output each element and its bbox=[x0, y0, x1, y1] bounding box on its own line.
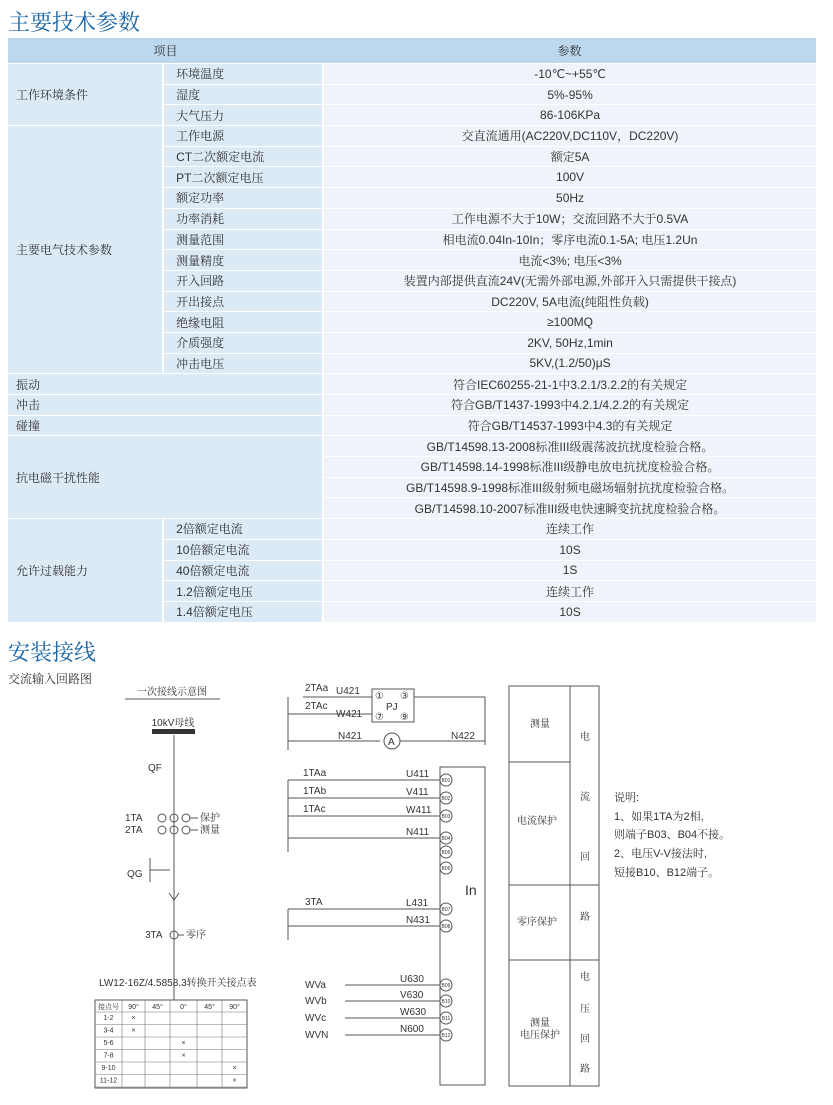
item-value: GB/T14598.9-1998标准III级射频电磁场辐射抗扰度检验合格。 bbox=[323, 477, 816, 498]
switch-table-header: 90° bbox=[128, 1004, 139, 1011]
volt-line-u: U630 bbox=[400, 974, 424, 985]
item-label: 40倍额定电流 bbox=[163, 560, 323, 581]
switch-table-header: 0° bbox=[180, 1004, 187, 1011]
zero-line-l: L431 bbox=[406, 898, 429, 909]
cur-line-n: N411 bbox=[406, 827, 430, 838]
item-value: GB/T14598.10-2007标准III级电快速瞬变抗扰度检验合格。 bbox=[323, 498, 816, 519]
volt-in-n: WVN bbox=[305, 1030, 329, 1041]
item-value: 5%-95% bbox=[323, 84, 816, 105]
ta3-label: 3TA bbox=[145, 930, 163, 941]
group-label: 抗电磁干扰性能 bbox=[8, 436, 323, 519]
item-value: 装置内部提供直流24V(无需外部电源,外部开入只需提供干接点) bbox=[323, 270, 816, 291]
pj-n2: N422 bbox=[451, 731, 475, 742]
item-value: 交直流通用(AC220V,DC110V，DC220V) bbox=[323, 126, 816, 147]
item-value: DC220V, 5A电流(纯阻性负载) bbox=[323, 291, 816, 312]
terminal-label: B06 bbox=[441, 866, 451, 872]
device-in: In bbox=[465, 882, 477, 898]
cur-line-w: W411 bbox=[406, 805, 432, 816]
volt-in-c: WVc bbox=[305, 1013, 327, 1024]
volt-in-a: WVa bbox=[305, 980, 326, 991]
block-current-prot: 电流保护 bbox=[517, 816, 557, 827]
pj-t7: ⑦ bbox=[375, 712, 384, 723]
item-value: 电流<3%; 电压<3% bbox=[323, 250, 816, 271]
item-label: 大气压力 bbox=[163, 105, 323, 126]
volt-line-w: W630 bbox=[400, 1007, 427, 1018]
item-label: 1.4倍额定电压 bbox=[163, 601, 323, 622]
volt-line-n: N600 bbox=[400, 1024, 424, 1035]
item-label: PT二次额定电压 bbox=[163, 167, 323, 188]
item-value: -10℃~+55℃ bbox=[323, 64, 816, 85]
switch-table-cell: 11-12 bbox=[99, 1077, 118, 1085]
pj-label: PJ bbox=[386, 702, 398, 713]
terminal-label: B09 bbox=[441, 983, 451, 989]
section-title-specs: 主要技术参数 bbox=[8, 10, 141, 35]
item-value: ≥100MQ bbox=[323, 312, 816, 333]
terminal-label: B07 bbox=[441, 907, 451, 913]
pj-t3: ③ bbox=[400, 691, 409, 702]
pj-ta-c: 2TAc bbox=[305, 701, 328, 712]
item-value: 符合GB/T14537-1993中4.3的有关规定 bbox=[323, 415, 816, 436]
switch-table-header: 45° bbox=[152, 1004, 163, 1011]
pj-ta-a: 2TAa bbox=[305, 683, 329, 694]
item-value: 连续工作 bbox=[323, 581, 816, 602]
item-value: 2KV, 50Hz,1min bbox=[323, 332, 816, 353]
meas-label: 测量 bbox=[200, 825, 220, 836]
terminal-label: B10 bbox=[441, 999, 451, 1005]
item-label: 湿度 bbox=[163, 84, 323, 105]
switch-table-cell: × bbox=[232, 1065, 237, 1072]
pj-u: U421 bbox=[336, 686, 360, 697]
volt-in-b: WVb bbox=[305, 996, 327, 1007]
cur-ta-b: 1TAb bbox=[303, 786, 327, 797]
item-label: 测量范围 bbox=[163, 229, 323, 250]
item-value: 连续工作 bbox=[323, 519, 816, 540]
item-label: 10倍额定电流 bbox=[163, 539, 323, 560]
item-value: GB/T14598.14-1998标准III级静电放电抗扰度检验合格。 bbox=[323, 457, 816, 478]
item-label: 测量精度 bbox=[163, 250, 323, 271]
item-label: 冲击电压 bbox=[163, 353, 323, 374]
switch-table-cell: 9-10 bbox=[101, 1065, 116, 1072]
note-l1: 1、如果1TA为2相, bbox=[614, 811, 704, 823]
rc-c3: 回 bbox=[580, 852, 590, 863]
terminal-label: B04 bbox=[441, 836, 451, 842]
terminal-label: B03 bbox=[441, 814, 451, 820]
pj-t1: ① bbox=[375, 691, 384, 702]
group-label: 工作环境条件 bbox=[8, 64, 163, 126]
rc-d1: 电 bbox=[580, 972, 590, 983]
item-label: 开入回路 bbox=[163, 270, 323, 291]
volt-line-v: V630 bbox=[400, 990, 424, 1001]
note-title: 说明: bbox=[614, 792, 640, 804]
item-value: 相电流0.04In-10In；零序电流0.1-5A; 电压1.2Un bbox=[323, 229, 816, 250]
zero-label: 零序 bbox=[186, 930, 206, 941]
item-label: 开出接点 bbox=[163, 291, 323, 312]
table-head-param: 参数 bbox=[323, 38, 816, 64]
item-label: 功率消耗 bbox=[163, 208, 323, 229]
note-l4: 短接B10、B12端子。 bbox=[614, 867, 720, 879]
group-label: 振动 bbox=[8, 374, 323, 395]
switch-table-cell: 7-8 bbox=[103, 1052, 114, 1060]
terminal-label: B08 bbox=[441, 924, 451, 930]
switch-table-cell: × bbox=[181, 1052, 186, 1060]
switch-table-title: LW12-16Z/4.5858.3转换开关接点表 bbox=[99, 978, 257, 989]
item-value: 10S bbox=[323, 539, 816, 560]
section-title-wiring: 安装接线 bbox=[8, 640, 97, 665]
cur-ta-a: 1TAa bbox=[303, 768, 327, 779]
ta2-label: 2TA bbox=[125, 825, 143, 836]
item-value: 符合GB/T1437-1993中4.2.1/4.2.2的有关规定 bbox=[323, 395, 816, 416]
item-label: 环境温度 bbox=[163, 64, 323, 85]
cur-line-v: V411 bbox=[406, 787, 429, 798]
item-label: 绝缘电阻 bbox=[163, 312, 323, 333]
block-measure2: 测量 bbox=[530, 1018, 550, 1029]
group-label: 主要电气技术参数 bbox=[8, 126, 163, 374]
rc-d4: 路 bbox=[580, 1064, 590, 1075]
block-measure: 测量 bbox=[530, 719, 550, 730]
switch-table-header: 45° bbox=[204, 1004, 215, 1011]
item-value: 10S bbox=[323, 601, 816, 622]
block-volt-prot: 电压保护 bbox=[520, 1030, 560, 1041]
rc-d3: 回 bbox=[580, 1034, 590, 1045]
terminal-label: B01 bbox=[441, 778, 451, 784]
pj-amp: A bbox=[388, 737, 395, 748]
group-label: 冲击 bbox=[8, 395, 323, 416]
switch-table-cell: × bbox=[131, 1015, 136, 1022]
item-value: GB/T14598.13-2008标准III级震荡波抗扰度检验合格。 bbox=[323, 436, 816, 457]
item-label: 1.2倍额定电压 bbox=[163, 581, 323, 602]
zero-line-n: N431 bbox=[406, 915, 430, 926]
qg-label: QG bbox=[127, 869, 143, 880]
note-l2: 则端子B03、B04不接。 bbox=[614, 829, 731, 841]
item-value: 1S bbox=[323, 560, 816, 581]
diagram-subtitle: 交流输入回路图 bbox=[8, 672, 93, 686]
pj-n: N421 bbox=[338, 731, 362, 742]
group-label: 碰撞 bbox=[8, 415, 323, 436]
terminal-label: B11 bbox=[441, 1016, 451, 1022]
bus-label: 10kV母线 bbox=[151, 718, 195, 729]
item-label: 额定功率 bbox=[163, 188, 323, 209]
item-value: 额定5A bbox=[323, 146, 816, 167]
item-value: 86-106KPa bbox=[323, 105, 816, 126]
rc-c1: 电 bbox=[580, 732, 590, 743]
cur-line-u: U411 bbox=[406, 769, 430, 780]
switch-table-header: 90° bbox=[229, 1004, 240, 1011]
switch-table-header: 接点号 bbox=[98, 1004, 119, 1011]
item-label: 介质强度 bbox=[163, 332, 323, 353]
note-l3: 2、电压V-V接法时, bbox=[614, 848, 707, 860]
terminal-label: B12 bbox=[441, 1033, 451, 1039]
switch-table-cell: 3-4 bbox=[103, 1027, 114, 1035]
item-label: CT二次额定电流 bbox=[163, 146, 323, 167]
zero-ta: 3TA bbox=[305, 897, 323, 908]
item-value: 50Hz bbox=[323, 188, 816, 209]
cur-ta-c: 1TAc bbox=[303, 804, 326, 815]
pj-t9: ⑨ bbox=[400, 712, 409, 723]
ta1-label: 1TA bbox=[125, 813, 143, 824]
oneline-title: 一次接线示意图 bbox=[137, 687, 207, 698]
qf-label: QF bbox=[148, 763, 162, 774]
item-value: 5KV,(1.2/50)μS bbox=[323, 353, 816, 374]
item-value: 100V bbox=[323, 167, 816, 188]
item-label: 工作电源 bbox=[163, 126, 323, 147]
switch-table-cell: 5-6 bbox=[103, 1040, 114, 1047]
terminal-label: B05 bbox=[441, 850, 451, 856]
item-value: 工作电源不大于10W；交流回路不大于0.5VA bbox=[323, 208, 816, 229]
rc-c2: 流 bbox=[580, 792, 590, 803]
pj-w: W421 bbox=[336, 709, 363, 720]
block-zero-prot: 零序保护 bbox=[517, 917, 557, 928]
rc-c4: 路 bbox=[580, 912, 590, 923]
rc-d2: 压 bbox=[580, 1004, 590, 1015]
table-head-item: 项目 bbox=[8, 38, 323, 64]
item-label: 2倍额定电流 bbox=[163, 519, 323, 540]
switch-table-cell: × bbox=[232, 1077, 237, 1085]
switch-table-cell: 1-2 bbox=[103, 1015, 114, 1022]
switch-table-cell: × bbox=[131, 1027, 136, 1035]
item-value: 符合IEC60255-21-1中3.2.1/3.2.2的有关规定 bbox=[323, 374, 816, 395]
switch-table-cell: × bbox=[181, 1040, 186, 1047]
prot-label: 保护 bbox=[200, 813, 220, 824]
terminal-label: B02 bbox=[441, 796, 451, 802]
group-label: 允许过载能力 bbox=[8, 519, 163, 622]
